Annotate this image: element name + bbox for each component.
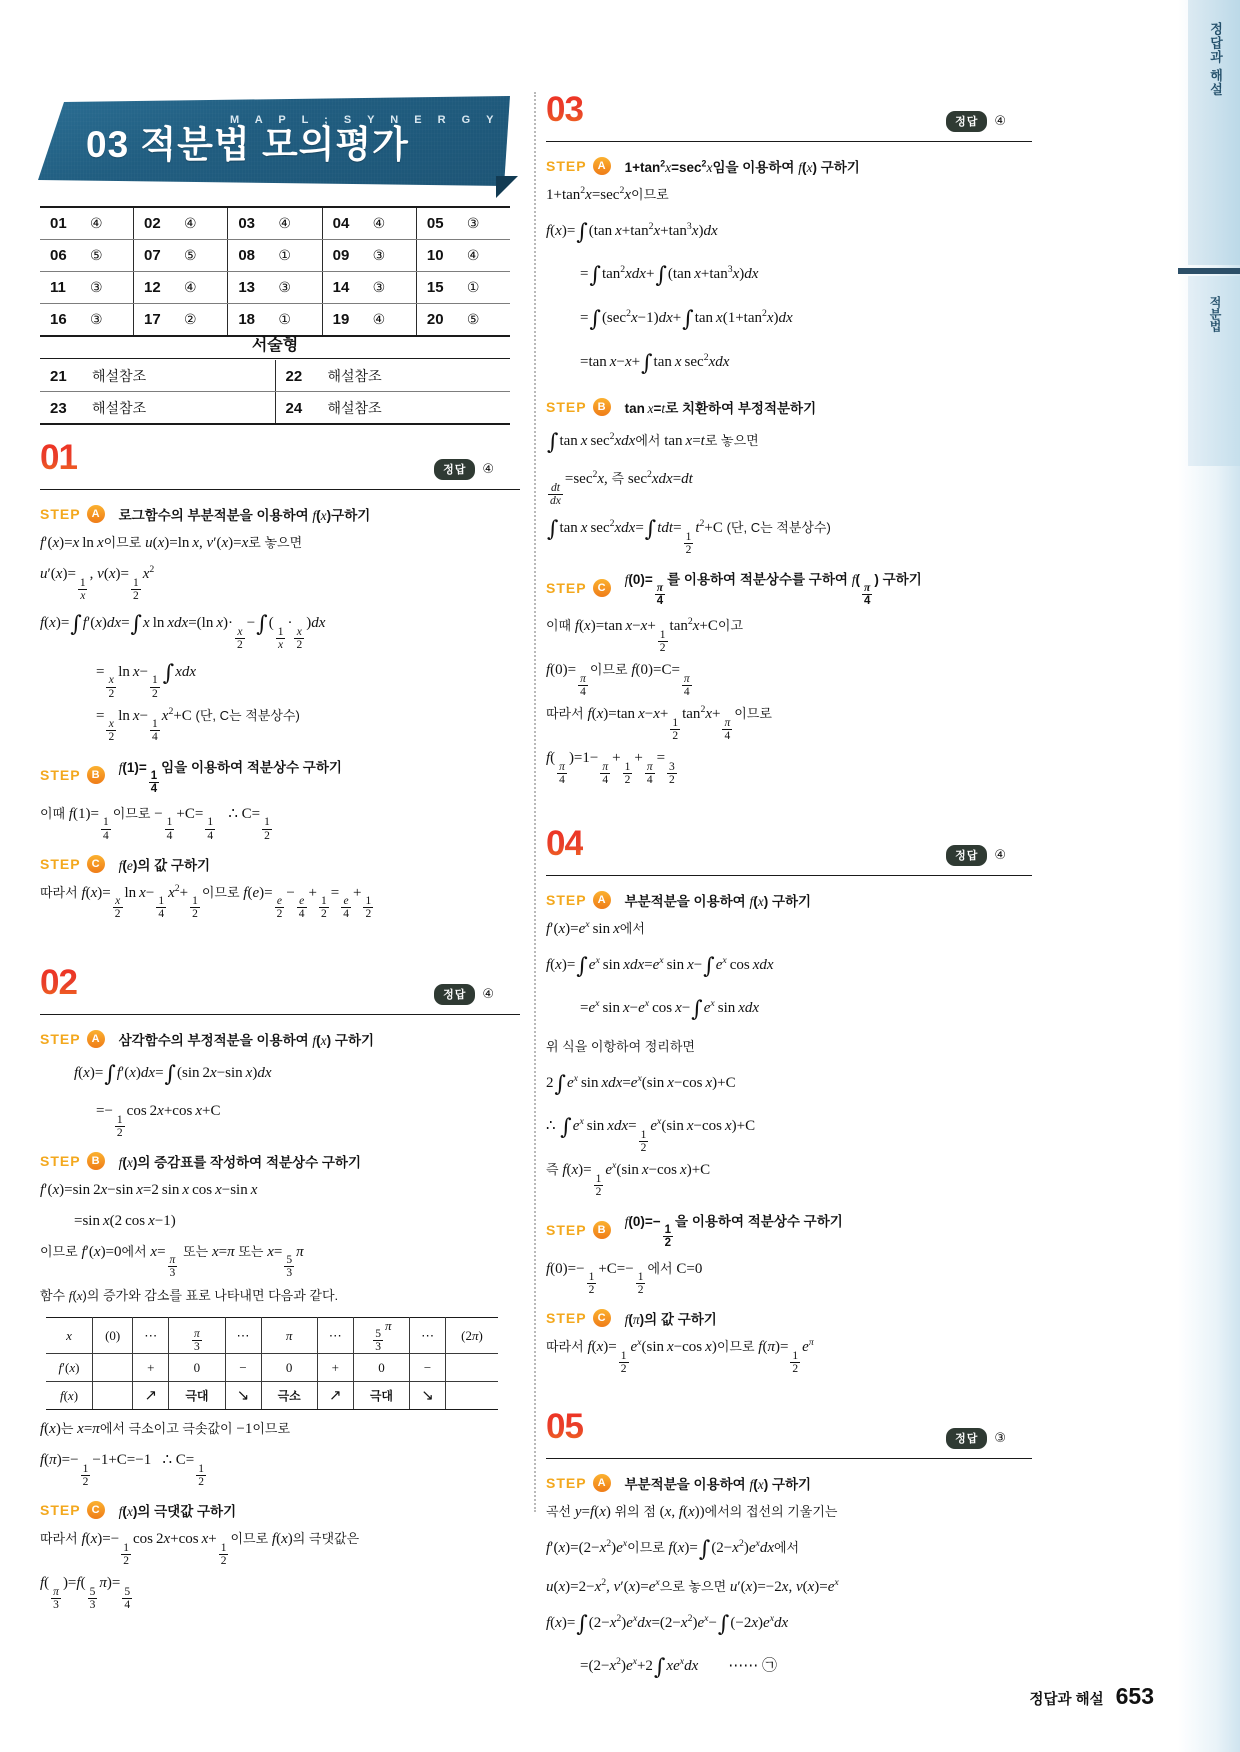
answer-cell-number: 10 [426,246,444,264]
problem-04-answer: ④ [994,847,1006,863]
answer-cell-value: ① [466,279,480,296]
increase-decrease-cell: ↘ [410,1382,446,1410]
problem-03-rule [546,141,1032,142]
answer-cell [134,272,228,304]
problem-01-stepB [40,756,520,795]
step-title: f(x)의 극댓값 구하기 [118,1503,237,1519]
problem-02-answer: ④ [482,986,494,1002]
problem-04-answer-badge [946,845,1006,866]
increase-decrease-cell: 극대 [169,1382,225,1410]
answer-cell-number: 19 [332,310,350,328]
increase-decrease-cell [93,1354,133,1382]
answer-cell-number: 07 [144,246,161,264]
increase-decrease-row [46,1382,498,1410]
answer-cell [322,240,416,272]
essay-cell-number: 24 [285,399,303,417]
answer-cell-value: ③ [372,279,386,296]
answer-cell-number: 18 [238,310,256,328]
problem-05 [546,1409,1032,1689]
math-line: 따라서 f(x)=tan x−x+ $\frac{1}{2}$ $\tan^2x+$ $\frac{\pi}{4}$ 이므로 [546,704,772,742]
answer-cell [228,207,322,240]
problem-01-rule [40,489,520,490]
problem-01-answer: ④ [482,462,494,477]
problem-02-rule [40,1014,520,1015]
math-line: 위 식을 이항하여 정리하면 [546,1039,695,1055]
step-title: f(1)= $\frac{1}{4}$ 임을 이용하여 적분상수 구하기 [118,759,342,795]
essay-cell-value: 해설참조 [92,367,147,384]
increase-decrease-cell: ⋯ [133,1318,169,1354]
problem-01-number: 01 [40,438,77,477]
answer-cell-number: 01 [50,214,67,232]
step-word: STEP [546,1221,587,1238]
answer-grid-row [40,240,510,272]
answer-cell-number: 02 [144,214,161,232]
step-letter-badge: C [593,579,611,597]
increase-decrease-cell: 0 [169,1354,225,1382]
math-line: f(0)= $\frac{\pi}{4}$ 이므로 f(0)=C= $\frac{\pi}{4}$ [546,662,690,698]
math-line: f(0)=− $\frac{1}{2}$ +C=− $\frac{1}{2}$ 에서 C=0 [546,1260,703,1297]
increase-decrease-cell: 0 [261,1354,317,1382]
sidebar-tab-top-label: 정답과 해설 [1208,22,1223,97]
problem-01-stepA [40,504,520,524]
math-line: f(π)=− $\frac{1}{2}$ −1+C=−1 ∴ C= $\frac{1}{2}$ [40,1451,204,1488]
step-letter-badge: C [87,855,105,873]
answer-cell-number: 13 [238,278,256,296]
answer-cell [134,207,228,240]
step-word: STEP [40,506,81,522]
problem-01 [40,440,520,921]
step-title: 부분적분을 이용하여 f(x) 구하기 [624,1477,812,1493]
answer-cell-value: ⑤ [90,247,103,264]
math-line: $\frac{dt}{dx}$ $=\sec^2x$, 즉 $\sec^2xdx=dt$ [550,469,693,508]
answer-cell-value: ④ [90,215,103,232]
increase-decrease-cell: (2π) [446,1318,498,1354]
footer-page-number: 653 [1115,1683,1154,1709]
answer-cell-value: ⑤ [466,311,480,328]
problem-03-header [546,92,1032,144]
increase-decrease-cell: $\frac{\pi}{3}$ [169,1318,225,1354]
essay-grid-row [40,360,510,392]
step-title: f(x)의 증감표를 작성하여 적분상수 구하기 [118,1155,362,1171]
math-line: 이때 f(1)= $\frac{1}{4}$ 이므로 − $\frac{1}{4}$ +C= $\frac{1}{4}$ ∴ C= $\frac{1}{2}$ [40,805,270,842]
math-line: $=\int\tan^2xdx+\int(\tan$ $x+\tan^3x)dx$ [580,263,759,289]
step-letter-badge: A [87,505,105,523]
answer-cell-value: ③ [278,279,291,296]
answer-cell-number: 12 [144,278,161,296]
essay-answer-cell [40,392,275,425]
math-line: 이때 f(x)=tan x−x+ $\frac{1}{2}$ $\tan^2x+C$이고 [546,616,744,655]
problem-03-answer: ④ [994,114,1006,129]
chapter-banner [38,96,510,194]
answer-cell-number: 11 [50,278,66,296]
step-title: 로그함수의 부분적분을 이용하여 f(x)구하기 [118,508,371,523]
essay-cell-value: 해설참조 [327,367,382,384]
answer-cell-value: ③ [90,311,103,328]
math-line: f( $\frac{\pi}{3}$ )=f( $\frac{5}{3}$ π)= $\frac{5}{4}$ [40,1574,131,1611]
essay-cell-number: 23 [50,399,67,417]
essay-cell-number: 21 [50,367,67,385]
problem-02-stepA [40,1029,520,1049]
problem-04 [546,823,1032,1376]
problem-04-number: 04 [546,823,583,863]
step-word: STEP [546,579,587,596]
essay-grid-row [40,392,510,425]
math-line: =− $\frac{1}{2}$ cos 2x+cos x+C [96,1103,221,1140]
column-divider [534,92,536,1512]
step-letter-badge: B [593,398,611,416]
increase-decrease-row [46,1354,498,1382]
answer-cell-value: ① [278,311,291,328]
math-line: = $\frac{x}{2}$ ln x− $\frac{1}{4}$ $x^2+C$ (단, C는 적분상수) [96,705,300,744]
answer-cell-value: ① [278,247,291,264]
answer-cell-number: 09 [332,246,350,264]
step-word: STEP [546,1475,587,1492]
answer-cell-number: 16 [50,310,67,328]
math-line: 곡선 y=f(x) 위의 점 (x, f(x))에서의 접선의 기울기는 [546,1504,838,1521]
answer-cell-value: ④ [278,215,291,232]
answer-cell-number: 03 [238,214,256,232]
math-line: $=e^x$ $\sin x-e^x$ $\cos x-\int e^x$ sin xdx [580,997,760,1023]
problem-02-number: 02 [40,962,77,1002]
banner-kicker: M A P L ; S Y N E R G Y [230,114,500,126]
table-caption: 함수 f(x)의 증가와 감소를 표로 나타내면 다음과 같다. [40,1287,339,1303]
increase-decrease-cell: ↘ [225,1382,261,1410]
increase-decrease-cell: 0 [353,1354,409,1382]
increase-decrease-cell: − [410,1354,446,1382]
increase-decrease-cell: − [225,1354,261,1382]
problem-03-number: 03 [546,90,583,129]
answer-cell-number: 08 [238,246,256,264]
increase-decrease-cell: ↗ [317,1382,353,1410]
answer-cell-value: ② [184,311,197,328]
answer-cell [228,240,322,272]
answer-cell-value: ④ [184,279,197,296]
step-title: f(0)= $\frac{\pi}{4}$ 를 이용하여 적분상수를 구하여 f( $\frac{\pi}{4}$ ) 구하기 [624,572,922,608]
increase-decrease-cell: ⋯ [410,1318,446,1354]
problem-02-stepC [40,1500,520,1520]
step-title: 삼각함수의 부정적분을 이용하여 f(x) 구하기 [118,1032,375,1048]
problem-03-stepA [546,156,1032,176]
increase-decrease-table [46,1317,498,1410]
math-line: $=\int(\sec^2x-1)dx+\int\tan$ $x(1+\tan^2x)dx$ [580,307,793,333]
math-line: $f'(x)=e^x$ sin x에서 [546,918,645,937]
increase-decrease-cell: ⋯ [317,1318,353,1354]
math-line: f( $\frac{\pi}{4}$ )=1− $\frac{\pi}{4}$ + $\frac{1}{2}$ + $\frac{\pi}{4}$ = $\frac{3}{2}$ [546,749,675,786]
problem-04-stepC [546,1308,1032,1328]
sidebar-tab-marker [1178,268,1240,274]
answer-cell [416,240,510,272]
answer-cell-number: 04 [332,214,350,232]
increase-decrease-cell: ↗ [133,1382,169,1410]
increase-decrease-cell: + [317,1354,353,1382]
step-letter-badge: B [87,1152,105,1170]
math-line: $2\int e^x$ $\sin xdx=e^x(\sin$ x−cos x)+C [546,1071,736,1097]
step-title: $1+\tan^2x=\sec^2x$임을 이용하여 f(x) 구하기 [624,158,860,175]
math-line: f′(x)=x ln x이므로 u(x)=ln x, v′(x)=x로 놓으면 [40,535,303,551]
left-column [40,440,520,1614]
problem-02-answer-badge [434,984,494,1005]
step-word: STEP [40,1153,81,1170]
answer-cell-value: ④ [372,311,386,328]
problem-04-rule [546,875,1032,876]
row-label: f′(x) [46,1354,93,1382]
answer-cell-number: 06 [50,246,67,264]
increase-decrease-cell: $\frac{5}{3}$ π [353,1318,409,1354]
step-word: STEP [546,891,587,908]
problem-03-stepC [546,568,1032,607]
problem-04-stepB [546,1210,1032,1249]
step-title: f(e)의 값 구하기 [118,857,211,873]
problem-05-rule [546,1458,1032,1459]
step-letter-badge: A [593,157,611,175]
math-line: $=(2-x^2)e^x+2\int xe^xdx$ ⋯⋯ ㉠ [580,1655,777,1681]
problem-01-answer-badge [434,459,494,480]
increase-decrease-cell: (0) [93,1318,133,1354]
step-word: STEP [546,158,587,174]
step-title: f(0)=− $\frac{1}{2}$ 을 이용하여 적분상수 구하기 [624,1214,843,1250]
essay-answer-grid [40,360,510,425]
math-line: ∴ $\int e^x$ sin xdx= $\frac{1}{2}$ $e^x(\sin$ x−cos x)+C [546,1115,756,1155]
badge-label: 정답 [434,459,475,480]
answer-cell [416,272,510,304]
answer-cell-value: ③ [90,279,103,296]
essay-answer-cell [275,360,510,392]
math-line: ∫tan x $\sec^2xdx$에서 tan x=t로 놓으면 [547,429,759,455]
answer-cell [322,272,416,304]
problem-05-stepA [546,1473,1032,1493]
essay-answer-cell [275,392,510,425]
increase-decrease-cell: 극소 [261,1382,317,1410]
answer-cell-value: ④ [184,215,197,232]
math-line: $f(x)=\int(2-x^2)e^xdx=(2-x^2)e^x-\int(-2x)e^xdx$ [546,1611,789,1637]
page-footer [1030,1683,1154,1710]
step-word: STEP [546,398,587,415]
footer-label: 정답과 해설 [1029,1692,1104,1708]
badge-label: 정답 [946,111,987,132]
answer-cell-value: ③ [372,247,386,264]
answer-cell-value: ④ [466,247,480,264]
math-line: 이므로 f′(x)=0에서 x= $\frac{\pi}{3}$ 또는 x=π 또는 x= $\frac{5}{3}$ π [40,1243,304,1280]
problem-01-header [40,440,520,492]
essay-cell-value: 해설참조 [92,399,147,416]
answer-grid [40,206,510,337]
problem-03-answer-badge [946,111,1006,132]
increase-decrease-cell [446,1354,498,1382]
answer-cell [40,272,134,304]
step-letter-badge: A [87,1030,105,1048]
banner-fold-corner [496,176,518,198]
answer-cell-value: ④ [372,215,386,232]
math-line: $f'(x)=(2-x^2)e^x$이므로 $f(x)=\int(2-x^2)e^xdx$에서 [546,1537,800,1563]
step-letter-badge: B [87,766,105,784]
row-label: x [46,1318,93,1354]
answer-cell-number: 17 [144,310,161,328]
math-line: ∫tan x $\sec^2xdx=\int tdt=$ $\frac{1}{2}$ $t^2+C$ (단, C는 적분상수) [547,517,831,557]
problem-05-number: 05 [546,1407,583,1447]
math-line: u′(x)= $\frac{1}{x}$ , v(x)= $\frac{1}{2}$ $x^2$ [40,563,155,602]
math-line: 즉 f(x)= $\frac{1}{2}$ $e^x(\sin$ x−cos x)+C [546,1160,711,1199]
step-title: tan x=t로 치환하여 부정적분하기 [624,400,817,416]
math-line: =sin x(2 cos x−1) [74,1212,176,1229]
answer-cell-value: ⑤ [184,247,197,264]
math-line: f(x)는 x=π에서 극소이고 극솟값이 −1이므로 [40,1421,291,1438]
math-line: f(x)=∫f′(x)dx=∫x ln xdx=(ln x)· $\frac{x}{2}$ −∫( $\frac{1}{x}$ · $\frac{x}{2}$ )dx [40,611,326,651]
problem-03 [546,92,1032,786]
essay-cell-number: 22 [285,367,303,385]
answer-cell-number: 05 [426,214,444,232]
math-line: $1+\tan^2x=\sec^2x$이므로 [546,185,669,203]
problem-05-answer-badge [946,1428,1006,1449]
answer-cell-number: 15 [426,278,444,296]
essay-answer-cell [40,360,275,392]
step-word: STEP [546,1310,587,1327]
problem-04-stepA [546,890,1032,910]
math-line: $f(x)=\int e^x$ $\sin xdx=e^x$ $\sin x-\int e^x$ cos xdx [546,953,774,979]
step-letter-badge: A [593,891,611,909]
badge-label: 정답 [434,984,475,1005]
answer-cell [322,207,416,240]
step-letter-badge: B [593,1221,611,1239]
math-line: $u(x)=2-x^2$, $v'(x)=e^x$으로 놓으면 u′(x)=−2x, $v(x)=e^x$ [546,1576,839,1595]
answer-cell [40,240,134,272]
increase-decrease-cell [93,1382,133,1410]
answer-cell-value: ③ [466,215,480,232]
badge-label: 정답 [946,845,987,866]
increase-decrease-cell: + [133,1354,169,1382]
essay-cell-value: 해설참조 [327,399,382,416]
problem-02-header [40,962,520,1017]
answer-cell-number: 14 [332,278,350,296]
increase-decrease-cell: ⋯ [225,1318,261,1354]
banner-title: 03 적분법 모의평가 [86,124,409,165]
essay-section-header: 서술형 [40,332,510,359]
answer-grid-row [40,272,510,304]
answer-cell-number: 20 [426,310,444,328]
step-word: STEP [40,767,81,784]
problem-01-stepC [40,854,520,874]
problem-04-header [546,823,1032,878]
increase-decrease-cell [446,1382,498,1410]
answer-grid-row [40,207,510,240]
row-label: f(x) [46,1382,93,1410]
math-line: f(x)=∫f′(x)dx=∫(sin 2x−sin x)dx [74,1061,272,1087]
increase-decrease-cell: π [261,1318,317,1354]
math-line: =tan x−x+∫tan x $\sec^2xdx$ [580,350,730,376]
step-word: STEP [40,1501,81,1518]
answer-cell [40,207,134,240]
step-word: STEP [40,855,81,872]
step-word: STEP [40,1030,81,1047]
step-title: f(π)의 값 구하기 [624,1312,717,1328]
problem-02 [40,962,520,1611]
step-letter-badge: A [593,1474,611,1492]
math-line: f′(x)=sin 2x−sin x=2 sin x cos x−sin x [40,1182,258,1199]
step-letter-badge: C [87,1501,105,1519]
increase-decrease-cell: 극대 [353,1382,409,1410]
math-line: 따라서 f(x)=− $\frac{1}{2}$ cos 2x+cos x+ $\frac{1}{2}$ 이므로 f(x)의 극댓값은 [40,1530,360,1567]
step-title: 부분적분을 이용하여 f(x) 구하기 [624,893,812,909]
increase-decrease-row [46,1318,498,1354]
answer-cell [416,207,510,240]
answer-cell [134,240,228,272]
math-line: 따라서 f(x)= $\frac{x}{2}$ ln x− $\frac{1}{4}$ $x^2+$ $\frac{1}{2}$ 이므로 f(e)= $\frac{e}{2}$ − $\frac{e}{4}$ + $\frac{1}{2}$ = $\frac{e}{4}$ + $\frac{1}{2}$ [40,882,372,921]
badge-label: 정답 [946,1428,987,1449]
problem-02-stepB [40,1151,520,1171]
math-line: f(x)=∫(tan $x+\tan^2x+\tan^3x)dx$ [546,219,718,245]
problem-05-answer: ③ [994,1431,1006,1447]
math-line: 따라서 f(x)= $\frac{1}{2}$ $e^x(\sin$ x−cos x)이므로 f(π)= $\frac{1}{2}$ $e^\pi$ [546,1337,814,1376]
problem-05-header [546,1409,1032,1461]
answer-cell [228,272,322,304]
problem-03-stepB [546,397,1032,417]
sidebar-tab-second-label: 적분법 [1208,296,1222,332]
math-line: = $\frac{x}{2}$ ln x− $\frac{1}{2}$ ∫xdx [96,660,197,700]
right-column [546,92,1032,1692]
step-letter-badge: C [593,1309,611,1327]
